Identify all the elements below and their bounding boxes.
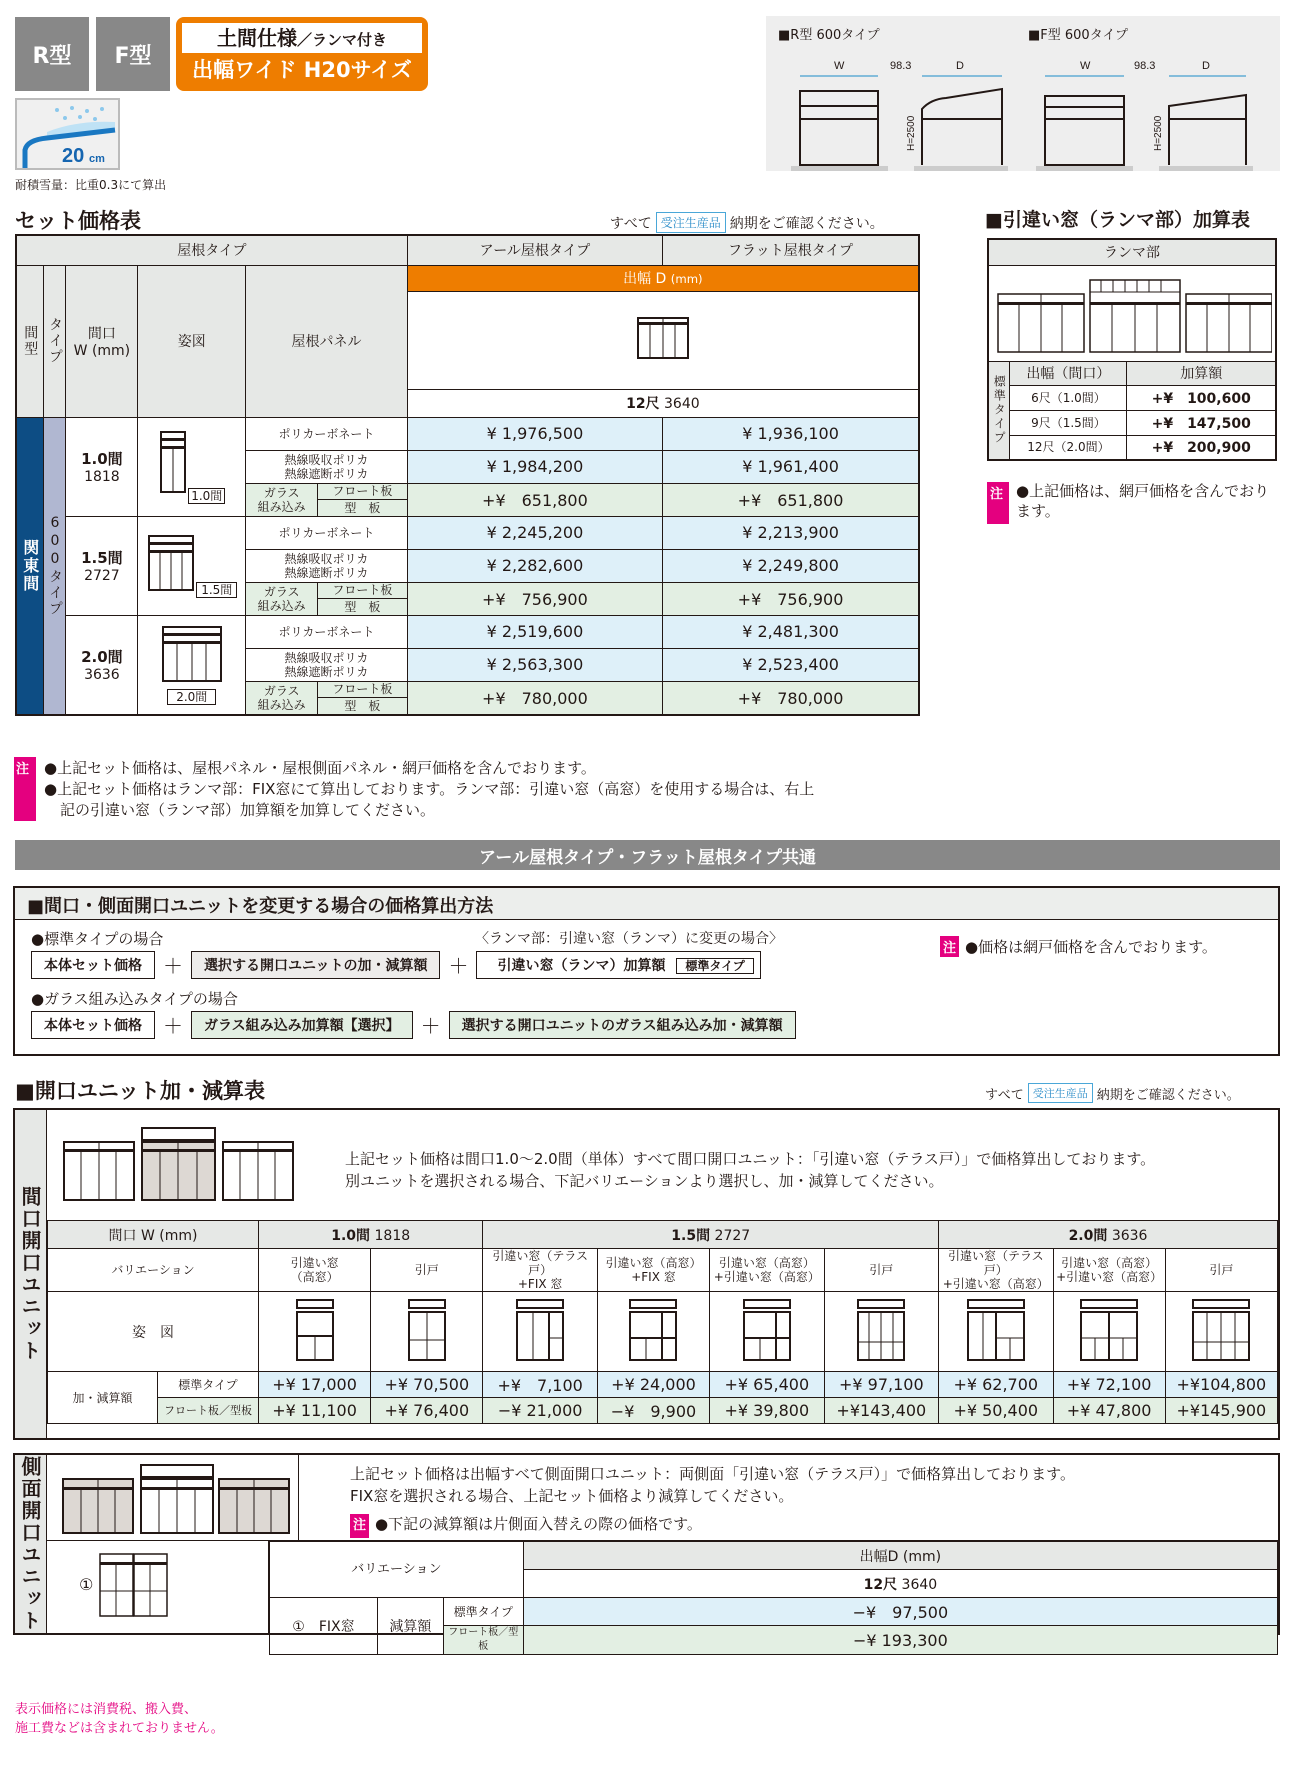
group-ken: 1.5間 — [671, 1227, 711, 1244]
variation-name — [371, 1249, 483, 1292]
calc-note-text: ●価格は網戸価格を含んでおります。 — [965, 938, 1217, 956]
side-variation-figure — [47, 1541, 269, 1633]
var-l2: +FIX 窓 — [517, 1277, 563, 1291]
figure-caption-2: 1.5間 — [196, 582, 237, 598]
panel-heat — [246, 549, 408, 582]
price-cell: ¥ 1,961,400 — [663, 450, 919, 483]
panel-glass — [246, 582, 408, 615]
panel-poly: ポリカーボネート — [246, 516, 408, 549]
side-h-variation: バリエーション — [270, 1542, 524, 1598]
var-l1: 引違い窓 — [290, 1256, 339, 1270]
unit-table-title: ■開口ユニット加・減算表 — [15, 1079, 266, 1103]
dimension-diagrams — [766, 16, 1280, 171]
variation-figure — [371, 1292, 483, 1372]
box-base: 本体セット価格 — [31, 1011, 155, 1039]
heat-absorb: 熱線吸収ポリカ — [284, 452, 369, 467]
side-std-value: −¥ 97,500 — [523, 1598, 1277, 1626]
price-cell: ¥ 2,523,400 — [663, 648, 919, 681]
depth-value-cell — [407, 389, 919, 417]
side-variation-table — [269, 1541, 1278, 1655]
variation-figure — [483, 1292, 597, 1372]
group-ken: 1.0間 — [331, 1227, 371, 1244]
notice-prefix: すべて — [985, 1087, 1024, 1103]
float-label: フロート板 — [318, 484, 407, 500]
var-l1: 引違い窓（テラス戸） — [947, 1249, 1044, 1277]
note-label: 注 — [16, 762, 30, 777]
col-kenkata: 間型 — [16, 265, 44, 417]
glass-l1: ガラス — [263, 584, 300, 599]
var-l2: +FIX 窓 — [631, 1270, 676, 1284]
desc-line: 上記セット価格は間口1.0～2.0間（単体）すべて間口開口ユニット：「引違い窓（テラス戸）」で価格算出しております。 — [345, 1150, 1156, 1168]
ranma-note: ●上記価格は、網戸価格を含んでおります。 — [1016, 482, 1270, 520]
ranma-size: 12尺（2.0間） — [1010, 435, 1127, 460]
frontage-unit-box — [13, 1108, 1280, 1440]
desc-line: 上記セット価格は出幅すべて側面開口ユニット：両側面「引違い窓（テラス戸）」で価格算出しております。 — [350, 1465, 1075, 1483]
ranma-table — [987, 238, 1277, 461]
group-3 — [939, 1221, 1278, 1249]
amount-cell: +¥ 72,100 — [1053, 1372, 1165, 1398]
variation-name — [1053, 1249, 1165, 1292]
var-l2: +引違い窓（高窓） — [942, 1277, 1049, 1291]
side-unit-figure — [47, 1455, 299, 1541]
col-figure: 姿図 — [138, 265, 246, 417]
figure-caption-3: 2.0間 — [167, 689, 216, 705]
side-unit-icon — [61, 1463, 291, 1535]
glass-l2: 組み込み — [257, 697, 306, 712]
plus-icon: ＋ — [163, 1014, 183, 1038]
amount-cell: +¥ 76,400 — [371, 1398, 483, 1424]
col-type: タイプ — [44, 265, 66, 417]
var-l1: 引違い窓（テラス戸） — [492, 1249, 588, 1277]
heat-block: 熱線遮断ポリカ — [284, 466, 369, 481]
window-figure-icon — [966, 1298, 1026, 1362]
window-figure-icon — [1191, 1298, 1251, 1362]
amount-cell: +¥ 7,100 — [483, 1372, 597, 1398]
panel-glass — [246, 483, 408, 516]
figure-cell-2 — [138, 516, 246, 615]
svg-text:98.3: 98.3 — [1134, 60, 1156, 72]
amount-cell: +¥ 70,500 — [371, 1372, 483, 1398]
calc-ranma-heading: 〈ランマ部：引違い窓（ランマ）に変更の場合〉 — [475, 931, 783, 947]
variation-figure — [710, 1292, 824, 1372]
depth-unit: (mm) — [670, 272, 703, 286]
kata-label: 型 板 — [344, 599, 381, 614]
depth-value: 12尺 — [863, 1576, 898, 1593]
panel-poly: ポリカーボネート — [246, 417, 408, 450]
ranma-figure — [988, 265, 1276, 361]
amount-cell: +¥ 39,800 — [710, 1398, 824, 1424]
var-l2: +引違い窓（高窓） — [1056, 1270, 1163, 1284]
mm-2: 2727 — [84, 568, 120, 584]
variation-figure — [1165, 1292, 1277, 1372]
variation-figure — [1053, 1292, 1165, 1372]
group-1 — [258, 1221, 482, 1249]
window-figure-icon — [158, 430, 188, 500]
var-l1: 引違い窓（高窓） — [1061, 1256, 1158, 1270]
ranma-add: +¥ 100,600 — [1127, 385, 1276, 410]
variation-figure — [824, 1292, 938, 1372]
amount-cell: +¥ 62,700 — [939, 1372, 1053, 1398]
group-mm: 1818 — [374, 1227, 411, 1244]
ken-2: 1.5間 — [81, 549, 123, 567]
type-600-label: 600タイプ — [44, 417, 66, 715]
amount-cell: +¥ 24,000 — [597, 1372, 709, 1398]
group-mm: 2727 — [714, 1227, 751, 1244]
var-l1: 引戸 — [414, 1263, 439, 1277]
amount-cell: +¥143,400 — [824, 1398, 938, 1424]
var-l1: 引戸 — [869, 1263, 894, 1277]
amount-cell: +¥145,900 — [1165, 1398, 1277, 1424]
variation-number: ① — [79, 1575, 94, 1594]
price-cell: ¥ 2,519,600 — [407, 615, 662, 648]
ranma-add: +¥ 200,900 — [1127, 435, 1276, 460]
spec-top-sub: ／ランマ付き — [296, 31, 387, 49]
price-cell: ¥ 1,976,500 — [407, 417, 662, 450]
ranma-size: 9尺（1.5間） — [1010, 410, 1127, 435]
panel-heat — [246, 450, 408, 483]
ranma-title: ■引違い窓（ランマ部）加算表 — [985, 209, 1250, 231]
side-h-depth: 出幅D (mm) — [523, 1542, 1277, 1570]
calc-glass-heading: ●ガラス組み込みタイプの場合 — [31, 990, 238, 1008]
spec-bottom: 出幅ワイド H20サイズ — [192, 58, 412, 82]
snow-caption: 耐積雪量：比重0.3にて算出 — [15, 178, 167, 192]
var-l2: +引違い窓（高窓） — [713, 1270, 820, 1284]
heat-absorb: 熱線吸収ポリカ — [284, 551, 369, 566]
plus-icon: ＋ — [163, 954, 183, 978]
ranma-side-label: 標準タイプ — [988, 361, 1010, 460]
side-unit-icon — [637, 317, 689, 359]
side-float-value: −¥ 193,300 — [523, 1626, 1277, 1655]
box-unit: 選択する開口ユニットの加・減算額 — [191, 951, 440, 979]
calc-title: ■間口・側面開口ユニットを変更する場合の価格算出方法 — [15, 888, 1278, 920]
footer-note — [15, 1700, 224, 1738]
variation-figure — [939, 1292, 1053, 1372]
made-to-order-badge: 受注生産品 — [656, 212, 726, 233]
r-type-label: R型 — [32, 43, 72, 69]
svg-text:D: D — [956, 60, 964, 72]
h-float: フロート板／型板 — [157, 1398, 258, 1424]
note-line: ●上記セット価格はランマ部：FIX窓にて算出しております。ランマ部：引違い窓（高窓）を使用する場合は、右上 — [44, 780, 815, 798]
amount-cell: +¥ 97,100 — [824, 1372, 938, 1398]
note-label: 注 — [350, 1514, 369, 1538]
float-label: フロート板 — [318, 583, 407, 599]
common-section-bar: アール屋根タイプ・フラット屋根タイプ共通 — [15, 840, 1280, 870]
price-cell: +¥ 780,000 — [407, 681, 662, 715]
price-cell: ¥ 2,282,600 — [407, 549, 662, 582]
ranma-size: 6尺（1.0間） — [1010, 385, 1127, 410]
price-cell: ¥ 2,213,900 — [663, 516, 919, 549]
variation-name — [939, 1249, 1053, 1292]
col-width-unit: W (mm) — [73, 343, 131, 359]
col-panel: 屋根パネル — [246, 265, 408, 417]
footer-line: 表示価格には消費税、搬入費、 — [15, 1702, 198, 1717]
svg-text:W: W — [834, 60, 845, 72]
frontage-unit-icon — [60, 1122, 305, 1202]
window-figure-icon — [1079, 1298, 1139, 1362]
price-cell: ¥ 1,936,100 — [663, 417, 919, 450]
f-roof-header: フラット屋根タイプ — [663, 235, 919, 265]
ranma-col-size: 出幅（間口） — [1010, 361, 1127, 385]
ranma-add: +¥ 147,500 — [1127, 410, 1276, 435]
side-h-float: フロート板／型板 — [443, 1626, 523, 1655]
set-price-table — [15, 234, 920, 716]
group-2 — [483, 1221, 939, 1249]
plus-icon: ＋ — [448, 954, 469, 978]
window-figure-icon — [628, 1298, 678, 1362]
notice-suffix: 納期をご確認ください。 — [1096, 1087, 1240, 1103]
width-cell-2 — [66, 516, 138, 615]
window-figure-icon — [295, 1298, 335, 1362]
var-l1: 引戸 — [1209, 1263, 1234, 1277]
var-l1: 引違い窓（高窓） — [718, 1256, 815, 1270]
spec-badge — [176, 17, 428, 91]
svg-text:98.3: 98.3 — [890, 60, 912, 72]
variation-figure — [258, 1292, 370, 1372]
window-figure-icon — [146, 534, 196, 594]
r-roof-header: アール屋根タイプ — [407, 235, 662, 265]
side-note: ●下記の減算額は片側面入替えの際の価格です。 — [375, 1515, 702, 1533]
kata-label: 型 板 — [344, 500, 381, 515]
ranma-header: ランマ部 — [988, 239, 1276, 265]
f-type-badge — [96, 17, 170, 91]
window-figure-icon — [407, 1298, 447, 1362]
r-diagram-title: ■R型 600タイプ — [778, 28, 880, 43]
heat-absorb: 熱線吸収ポリカ — [284, 650, 369, 665]
h-std: 標準タイプ — [157, 1372, 258, 1398]
glass-l2: 組み込み — [257, 499, 306, 514]
box-ranma — [476, 951, 760, 979]
ranma-windows-icon — [992, 268, 1272, 354]
svg-text:H=2500: H=2500 — [906, 115, 917, 151]
depth-value: 12尺 — [626, 396, 660, 412]
side-unit-desc — [350, 1463, 1075, 1538]
ken-3: 2.0間 — [81, 648, 123, 666]
made-to-order-badge: 受注生産品 — [1028, 1083, 1093, 1103]
calc-std-heading: ●標準タイプの場合 — [31, 930, 164, 948]
amount-cell: −¥ 9,900 — [597, 1398, 709, 1424]
depth-figure-cell — [407, 291, 919, 389]
price-cell: ¥ 2,249,800 — [663, 549, 919, 582]
panel-heat — [246, 648, 408, 681]
price-cell: +¥ 756,900 — [663, 582, 919, 615]
notice-prefix: すべて — [610, 215, 652, 232]
snow-load-icon — [15, 98, 120, 170]
h-width: 間口 W (mm) — [48, 1221, 259, 1249]
set-price-title: セット価格表 — [15, 209, 141, 233]
amount-cell: +¥ 50,400 — [939, 1398, 1053, 1424]
figure-cell-3 — [138, 615, 246, 715]
price-cell: ¥ 2,563,300 — [407, 648, 662, 681]
amount-cell: +¥ 47,800 — [1053, 1398, 1165, 1424]
side-depth-value — [523, 1570, 1277, 1598]
set-price-notes — [44, 758, 814, 821]
h-variation: バリエーション — [48, 1249, 259, 1292]
f-diagram-title: ■F型 600タイプ — [1028, 28, 1129, 43]
amount-cell: +¥104,800 — [1165, 1372, 1277, 1398]
amount-cell: −¥ 21,000 — [483, 1398, 597, 1424]
col-width — [66, 265, 138, 417]
svg-text:cm: cm — [89, 153, 105, 165]
depth-mm: 3640 — [901, 1576, 938, 1593]
heat-block: 熱線遮断ポリカ — [284, 664, 369, 679]
made-to-order-notice — [985, 1083, 1240, 1103]
calculation-method-box — [13, 886, 1280, 1056]
box-base: 本体セット価格 — [31, 951, 155, 979]
row-name: FIX窓 — [318, 1619, 355, 1635]
window-figure-icon — [515, 1298, 565, 1362]
window-figure-icon — [742, 1298, 792, 1362]
amount-cell: +¥ 17,000 — [258, 1372, 370, 1398]
width-cell-3 — [66, 615, 138, 715]
price-cell: ¥ 2,481,300 — [663, 615, 919, 648]
roof-elevation-drawing — [766, 41, 1280, 171]
side-unit-box — [13, 1453, 1280, 1652]
depth-mm: 3640 — [664, 396, 700, 412]
plus-icon: ＋ — [420, 1014, 441, 1038]
svg-text:20: 20 — [62, 145, 85, 167]
h-amount: 加・減算額 — [48, 1372, 158, 1424]
amount-cell: +¥ 65,400 — [710, 1372, 824, 1398]
ranma-col-add: 加算額 — [1127, 361, 1276, 385]
spec-top: 土間仕様 — [216, 26, 297, 50]
note-line: ●上記セット価格は、屋根パネル・屋根側面パネル・網戸価格を含んでおります。 — [44, 759, 596, 777]
price-cell: +¥ 756,900 — [407, 582, 662, 615]
depth-header — [407, 265, 919, 291]
width-cell-1 — [66, 417, 138, 516]
variation-name — [258, 1249, 370, 1292]
mm-1: 1818 — [84, 469, 120, 485]
roof-type-header: 屋根タイプ — [16, 235, 407, 265]
ken-1: 1.0間 — [81, 450, 123, 468]
box-ranma-label: 引違い窓（ランマ）加算額 — [497, 957, 666, 974]
panel-glass — [246, 681, 408, 715]
variation-name — [1165, 1249, 1277, 1292]
window-figure-icon — [856, 1298, 906, 1362]
box-glass-unit: 選択する開口ユニットのガラス組み込み加・減算額 — [449, 1011, 796, 1039]
variation-name — [824, 1249, 938, 1292]
kata-label: 型 板 — [344, 698, 381, 713]
desc-line: 別ユニットを選択される場合、下記バリエーションより選択し、加・減算してください。 — [345, 1172, 944, 1190]
box-glass: ガラス組み込み加算額【選択】 — [191, 1011, 413, 1039]
variation-figure — [597, 1292, 709, 1372]
figure-caption-1: 1.0間 — [188, 488, 225, 504]
price-cell: +¥ 651,800 — [407, 483, 662, 516]
price-cell: +¥ 780,000 — [663, 681, 919, 715]
note-label: 注 — [990, 487, 1004, 502]
note-line: 記の引違い窓（ランマ部）加算額を加算してください。 — [60, 801, 436, 819]
calc-glass-formula — [31, 1010, 796, 1039]
f-type-label: F型 — [114, 43, 152, 69]
h-figure: 姿 図 — [48, 1292, 259, 1372]
var-l2: （高窓） — [290, 1270, 339, 1284]
frontage-unit-desc — [345, 1148, 1155, 1192]
svg-text:W: W — [1080, 60, 1091, 72]
price-cell: ¥ 1,984,200 — [407, 450, 662, 483]
price-cell: +¥ 651,800 — [663, 483, 919, 516]
glass-l1: ガラス — [263, 485, 300, 500]
svg-text:H=2500: H=2500 — [1153, 115, 1164, 151]
glass-l1: ガラス — [263, 683, 300, 698]
footer-line: 施工費などは含まれておりません。 — [15, 1721, 224, 1736]
variation-name — [710, 1249, 824, 1292]
calc-note — [940, 936, 1217, 957]
calc-std-formula — [31, 950, 761, 979]
note-label: 注 — [940, 936, 959, 957]
r-type-badge — [15, 17, 89, 91]
desc-line: FIX窓を選択される場合、上記セット価格より減算してください。 — [350, 1487, 794, 1505]
group-ken: 2.0間 — [1068, 1227, 1108, 1244]
price-cell: ¥ 2,245,200 — [407, 516, 662, 549]
side-row-name — [270, 1598, 378, 1655]
notice-suffix: 納期をご確認ください。 — [729, 215, 884, 232]
variation-name — [597, 1249, 709, 1292]
group-mm: 3636 — [1111, 1227, 1148, 1244]
variation-table — [47, 1220, 1278, 1424]
box-ranma-tag: 標準タイプ — [676, 958, 753, 974]
mm-3: 3636 — [84, 667, 120, 683]
side-row-amount: 減算額 — [377, 1598, 443, 1655]
kanto-ken-label: 関東間 — [16, 417, 44, 715]
svg-text:D: D — [1202, 60, 1210, 72]
amount-cell: +¥ 11,100 — [258, 1398, 370, 1424]
float-label: フロート板 — [318, 682, 407, 698]
fix-window-icon — [99, 1553, 169, 1617]
variation-name — [483, 1249, 597, 1292]
col-width-label: 間口 — [87, 326, 116, 342]
row-num: ① — [292, 1619, 305, 1635]
glass-l2: 組み込み — [257, 598, 306, 613]
made-to-order-notice — [610, 212, 884, 233]
side-unit-label: 側面開口ユニット — [15, 1455, 47, 1633]
frontage-unit-label: 間口開口ユニット — [15, 1110, 47, 1438]
side-h-std: 標準タイプ — [443, 1598, 523, 1626]
window-figure-icon — [160, 625, 224, 685]
panel-poly: ポリカーボネート — [246, 615, 408, 648]
figure-cell-1 — [138, 417, 246, 516]
heat-block: 熱線遮断ポリカ — [284, 565, 369, 580]
depth-label: 出幅 D — [623, 271, 667, 287]
var-l1: 引違い窓（高窓） — [605, 1256, 702, 1270]
